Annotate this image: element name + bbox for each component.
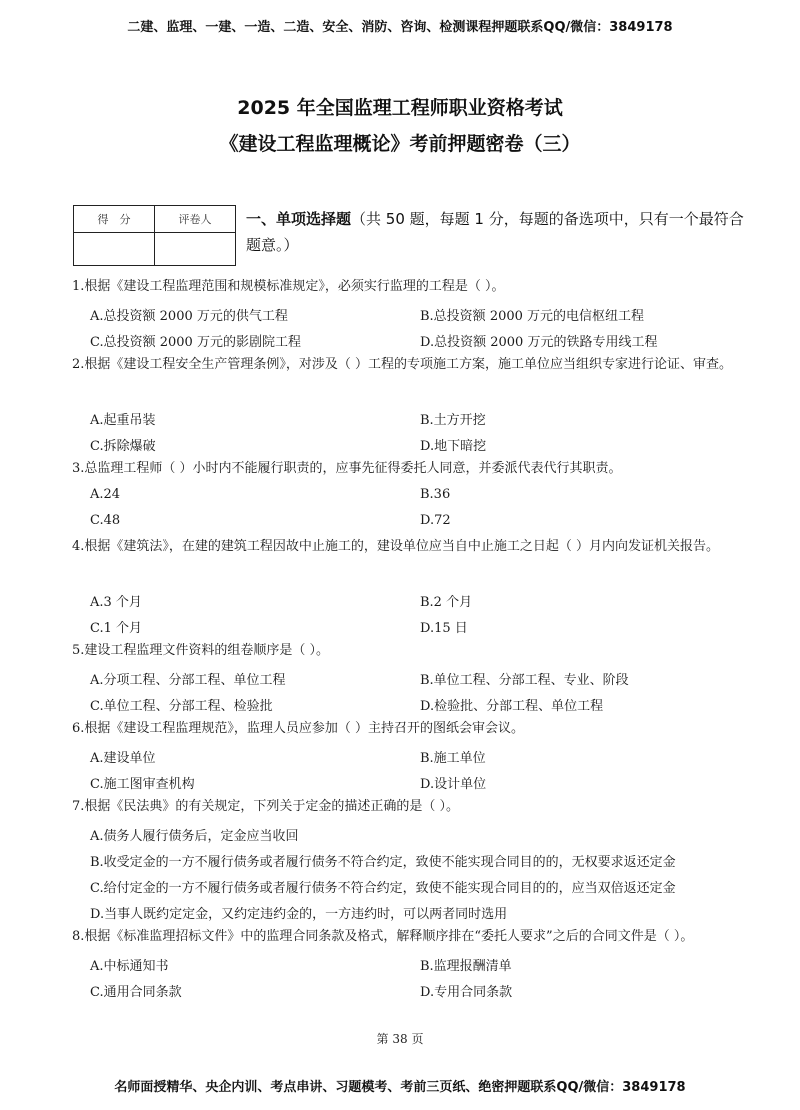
option: B.土方开挖 [420,413,486,428]
option: A.总投资额 2000 万元的供气工程 [90,309,288,324]
option: A.建设单位 [90,751,156,766]
option: C.总投资额 2000 万元的影剧院工程 [90,335,301,350]
option: A.起重吊装 [90,413,156,428]
paper-title: 《建设工程监理概论》考前押题密卷（三） [219,133,581,155]
question-stem: 4.根据《建筑法》，在建的建筑工程因故中止施工的，建设单位应当自中止施工之日起（ ）月内向发证机关报告。 [72,539,720,554]
bottom-banner: 名师面授精华、央企内训、考点串讲、习题模考、考前三页纸、绝密押题联系QQ/微信：3849178 [114,1080,686,1095]
exam-title: 2025 年全国监理工程师职业资格考试 [237,97,563,119]
question-stem: 8.根据《标准监理招标文件》中的监理合同条款及格式，解释顺序排在“委托人要求”之后的合同文件是（ ）。 [72,929,694,944]
option: C.48 [90,513,121,528]
grader-label: 评卷人 [155,206,236,233]
question-stem: 2.根据《建设工程安全生产管理条例》，对涉及（ ）工程的专项施工方案，施工单位应当组织专家进行论证、审查。 [72,357,733,372]
top-banner: 二建、监理、一建、一造、二造、安全、消防、咨询、检测课程押题联系QQ/微信：3849178 [127,20,673,35]
question-stem: 7.根据《民法典》的有关规定，下列关于定金的描述正确的是（ ）。 [72,799,460,814]
option: B.36 [420,487,451,502]
option: C.单位工程、分部工程、检验批 [90,699,273,714]
score-cell [74,233,155,266]
question-stem: 1.根据《建设工程监理范围和规模标准规定》，必须实行监理的工程是（ ）。 [72,279,505,294]
option: D.72 [420,513,451,528]
section-heading [246,206,756,258]
option: C.1 个月 [90,621,143,636]
option: C.施工图审查机构 [90,777,195,792]
option: A.中标通知书 [90,959,169,974]
option: D.15 日 [420,621,468,636]
option: A.24 [90,487,121,502]
grader-cell [155,233,236,266]
option: B.2 个月 [420,595,473,610]
option: D.总投资额 2000 万元的铁路专用线工程 [420,335,658,350]
question-stem: 3.总监理工程师（ ）小时内不能履行职责的，应事先征得委托人同意，并委派代表代行其职责。 [72,461,622,476]
section-title: 一、单项选择题 [246,210,352,228]
option: A.债务人履行债务后，定金应当收回 [90,829,299,844]
option: C.拆除爆破 [90,439,156,454]
option: D.当事人既约定定金，又约定违约金的，一方违约时，可以两者同时选用 [90,907,508,922]
option: B.监理报酬清单 [420,959,512,974]
option: A.分项工程、分部工程、单位工程 [90,673,286,688]
option: C.通用合同条款 [90,985,182,1000]
question-stem: 6.根据《建设工程监理规范》，监理人员应参加（ ）主持召开的图纸会审会议。 [72,721,525,736]
grader-table [73,205,236,266]
option: B.总投资额 2000 万元的电信枢纽工程 [420,309,645,324]
option: D.检验批、分部工程、单位工程 [420,699,604,714]
option: B.单位工程、分部工程、专业、阶段 [420,673,629,688]
question-stem: 5.建设工程监理文件资料的组卷顺序是（ ）。 [72,643,330,658]
option: D.设计单位 [420,777,487,792]
section-note: （共 50 题，每题 1 分，每题的备选项中，只有一个最符合题意。） [246,210,744,254]
option: D.地下暗挖 [420,439,487,454]
score-label: 得 分 [74,206,155,233]
option: A.3 个月 [90,595,142,610]
option: B.收受定金的一方不履行债务或者履行债务不符合约定，致使不能实现合同目的的，无权要求返还定金 [90,855,676,870]
page-number: 第 38 页 [376,1032,424,1046]
option: B.施工单位 [420,751,486,766]
option: D.专用合同条款 [420,985,513,1000]
option: C.给付定金的一方不履行债务或者履行债务不符合约定，致使不能实现合同目的的，应当双倍返还定金 [90,881,676,896]
